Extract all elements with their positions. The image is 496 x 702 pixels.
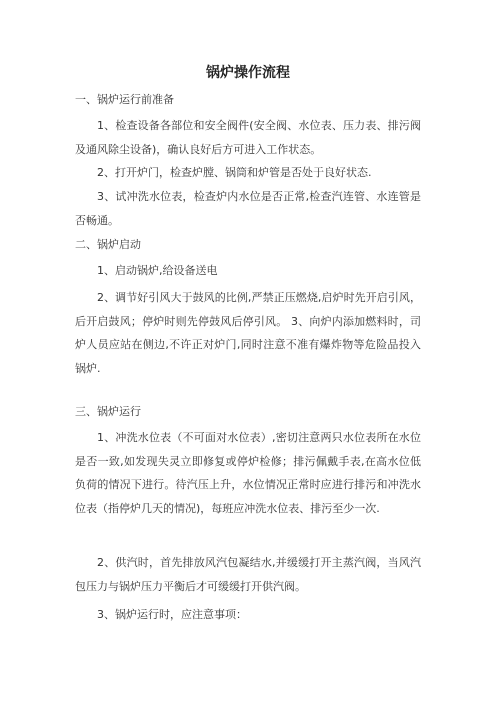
document-title: 锅炉操作流程 [206, 65, 290, 81]
section-heading-operation: 三、锅炉运行 [75, 405, 141, 418]
paragraph-startup-2: 2、调节好引风大于鼓风的比例,严禁正压燃烧,启炉时先开启引风，后开启鼓风；停炉时则先停鼓风后停引风。 3、向炉内添加燃料时，司炉人员应站在侧边,不许正对炉门,同时注意不准有爆炸物等危险品投入锅炉. [75, 291, 421, 376]
section-heading-startup: 二、锅炉启动 [75, 238, 141, 251]
paragraph-operation-3: 3、锅炉运行时，应注意事项： [97, 608, 247, 621]
paragraph-prep-3: 3、试冲洗水位表，检查炉内水位是否正常,检查汽连管、水连管是否畅通。 [75, 190, 421, 227]
paragraph-operation-2: 2、供汽时，首先排放风汽包凝结水,并缓缓打开主蒸汽阀，当风汽包压力与锅炉压力平衡后才可缓缓打开供汽阀。 [75, 556, 421, 593]
paragraph-startup-1: 1、启动锅炉,给设备送电 [97, 264, 218, 277]
paragraph-prep-1: 1、检查设备各部位和安全阀件(安全阀、水位表、压力表、排污阀及通风除尘设备)，确认良好后方可进入工作状态。 [75, 119, 421, 156]
section-heading-preparation: 一、锅炉运行前准备 [75, 93, 174, 106]
paragraph-operation-1: 1、冲洗水位表（不可面对水位表）,密切注意两只水位表所在水位是否一致,如发现失灵立即修复或停炉检修；排污佩戴手表,在高水位低负荷的情况下进行。待汽压上升，水位情况正常时应进行排污和冲洗水位表（指停炉几天的情况)，每班应冲洗水位表、排污至少一次. [75, 431, 421, 516]
paragraph-prep-2: 2、打开炉门，检查炉膛、锅筒和炉管是否处于良好状态. [97, 166, 372, 179]
